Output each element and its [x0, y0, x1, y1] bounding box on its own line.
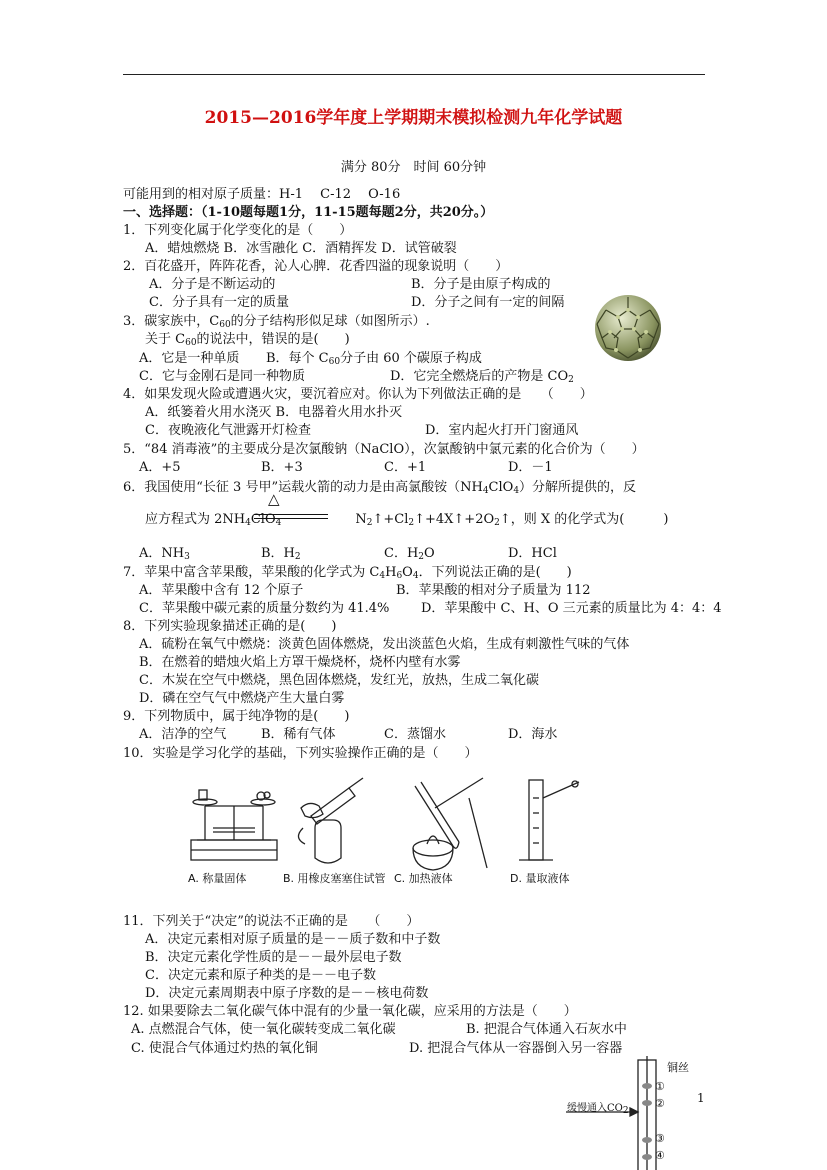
q3-option-c: C．它与金刚石是同一种物质	[139, 369, 305, 384]
q4-stem: 4．如果发现火险或遭遇火灾，要沉着应对。你认为下列做法正确的是 （ ）	[123, 387, 593, 402]
q6-stem: 6．我国使用“长征 3 号甲”运载火箭的动力是由高氯酸铵$(NH_4ClO_4)$分解所提供的，反	[123, 480, 637, 496]
q12-option-d: D. 把混合气体从一容器倒入另一容器	[409, 1041, 623, 1056]
q5-option-d: D．－1	[508, 460, 553, 475]
q11-stem: 11．下列关于“决定”的说法不正确的是 （ ）	[123, 914, 420, 929]
q3-option-d: D．它完全燃烧后的产物是 $CO_2$	[390, 369, 574, 385]
q7-option-d: D．苹果酸中 C、H、O 三元素的质量比为 4：4：4	[421, 601, 722, 616]
q7-option-a: A．苹果酸中含有 12 个原子	[139, 583, 304, 598]
q8-option-b: B．在燃着的蜡烛火焰上方罩干燥烧杯，烧杯内壁有水雾	[139, 655, 461, 670]
q11-option-a: A．决定元素相对原子质量的是－－质子数和中子数	[145, 932, 441, 947]
copper-wire-label: 铜丝	[667, 1061, 689, 1074]
q12-stem: 12. 如果要除去二氧化碳气体中混有的少量一氧化碳，应采用的方法是（ ）	[123, 1004, 577, 1019]
mark-3: ③	[655, 1132, 665, 1145]
q9-option-d: D．海水	[508, 727, 558, 742]
q3-stem-line2: 关于 $C_{60}$的说法中，错误的是( )	[145, 332, 350, 348]
q9-option-b: B．稀有气体	[261, 727, 336, 742]
atomic-masses: 可能用到的相对原子质量：H-1 C-12 O-16	[123, 187, 401, 202]
q10-stem: 10．实验是学习化学的基础，下列实验操作正确的是（ ）	[123, 746, 478, 761]
section-heading: 一、选择题：（1-10题每题1分，11-15题每题2分，共20分。）	[123, 205, 494, 220]
page-number: 1	[697, 1091, 705, 1105]
q2-option-d: D．分子之间有一定的间隔	[411, 295, 565, 310]
exam-subtitle: 满分 80分 时间 60分钟	[340, 160, 487, 175]
mark-2: ②	[655, 1097, 665, 1110]
fig-caption-b: B. 用橡皮塞塞住试管	[283, 872, 386, 885]
q8-stem: 8．下列实验现象描述正确的是( )	[123, 619, 337, 634]
q4-option-d: D．室内起火打开门窗通风	[425, 423, 579, 438]
stopper-tube-drawing	[298, 778, 363, 863]
q6-option-d: D．HCl	[508, 546, 557, 561]
measuring-cylinder-drawing	[519, 780, 579, 860]
q8-option-c: C．木炭在空气中燃烧，黑色固体燃烧，发红光，放热，生成二氧化碳	[139, 673, 539, 688]
q12-option-a: A. 点燃混合气体，使一氧化碳转变成二氧化碳	[131, 1022, 396, 1037]
q11-option-c: C．决定元素和原子种类的是－－电子数	[145, 968, 376, 983]
q7-stem: 7．苹果中富含苹果酸，苹果酸的化学式为 $C_4H_6O_4$．下列说法正确的是( )	[123, 565, 572, 581]
mark-1: ①	[655, 1080, 665, 1093]
exam-title: 2015—2016学年度上学期期末模拟检测九年化学试题	[204, 108, 623, 128]
q11-option-d: D．决定元素周期表中原子序数的是－－核电荷数	[145, 986, 429, 1001]
q7-option-b: B．苹果酸的相对分子质量为 112	[396, 583, 591, 598]
q4-options-ab: A．纸篓着火用水浇灭 B．电器着火用水扑灭	[145, 405, 403, 420]
equation-equals-sign	[254, 514, 328, 519]
q6-option-b: B．$H_2$	[261, 546, 301, 562]
q5-option-b: B．+3	[261, 460, 303, 475]
heating-tube-drawing	[413, 778, 487, 870]
q4-option-c: C．夜晚液化气泄露开灯检查	[145, 423, 311, 438]
q2-option-b: B．分子是由原子构成的	[411, 277, 551, 292]
fig-caption-d: D. 量取液体	[510, 872, 570, 885]
q6-option-a: A．$NH_3$	[139, 546, 190, 562]
q12-option-b: B. 把混合气体通入石灰水中	[466, 1022, 627, 1037]
c60-molecule-image	[592, 292, 664, 364]
fig-caption-c: C. 加热液体	[394, 872, 453, 885]
q7-option-c: C．苹果酸中碳元素的质量分数约为 41.4%	[139, 601, 390, 616]
q5-option-a: A．+5	[139, 460, 181, 475]
q6-equation: 应方程式为 $2NH_4ClO_4$ $N_2↑+Cl_2↑+4X↑+2O_2↑$，则 X 的化学式为( )	[145, 512, 669, 528]
q6-option-c: C．$H_2O$	[384, 546, 435, 562]
mark-4: ④	[655, 1149, 665, 1162]
q9-stem: 9．下列物质中，属于纯净物的是( )	[123, 709, 350, 724]
q8-option-d: D．磷在空气气中燃烧产生大量白雾	[139, 691, 345, 706]
header-rule	[123, 74, 705, 75]
balance-drawing	[191, 790, 277, 860]
q2-option-c: C．分子具有一定的质量	[149, 295, 289, 310]
q3-option-b: B．每个 $C_{60}$分子由 60 个碳原子构成	[266, 351, 482, 367]
q2-stem: 2．百花盛开，阵阵花香，沁人心脾．花香四溢的现象说明（ ）	[123, 259, 509, 274]
q1-options: A．蜡烛燃烧 B．冰雪融化 C．酒精挥发 D．试管破裂	[145, 241, 457, 256]
q12-option-c: C. 使混合气体通过灼热的氧化铜	[131, 1041, 318, 1056]
q5-option-c: C．+1	[384, 460, 427, 475]
q3-stem: 3．碳家族中，$C_{60}$的分子结构形似足球（如图所示）.	[123, 314, 430, 330]
q2-option-a: A．分子是不断运动的	[149, 277, 276, 292]
q11-option-b: B．决定元素化学性质的是－－最外层电子数	[145, 950, 402, 965]
q3-option-a: A．它是一种单质	[139, 351, 240, 366]
q8-option-a: A．硫粉在氧气中燃烧：淡黄色固体燃烧，发出淡蓝色火焰，生成有刺激性气味的气体	[139, 637, 630, 652]
co2-inlet-label: 缓慢通入CO2	[567, 1103, 629, 1116]
fig-caption-a: A. 称量固体	[188, 872, 247, 885]
q9-option-a: A．洁净的空气	[139, 727, 227, 742]
heat-condition-symbol: △	[268, 490, 280, 508]
q9-option-c: C．蒸馏水	[384, 727, 446, 742]
q1-stem: 1．下列变化属于化学变化的是（ ）	[123, 223, 353, 238]
q5-stem: 5．“84 消毒液”的主要成分是次氯酸钠（NaClO），次氯酸钠中氯元素的化合价为（ ）	[123, 442, 645, 457]
